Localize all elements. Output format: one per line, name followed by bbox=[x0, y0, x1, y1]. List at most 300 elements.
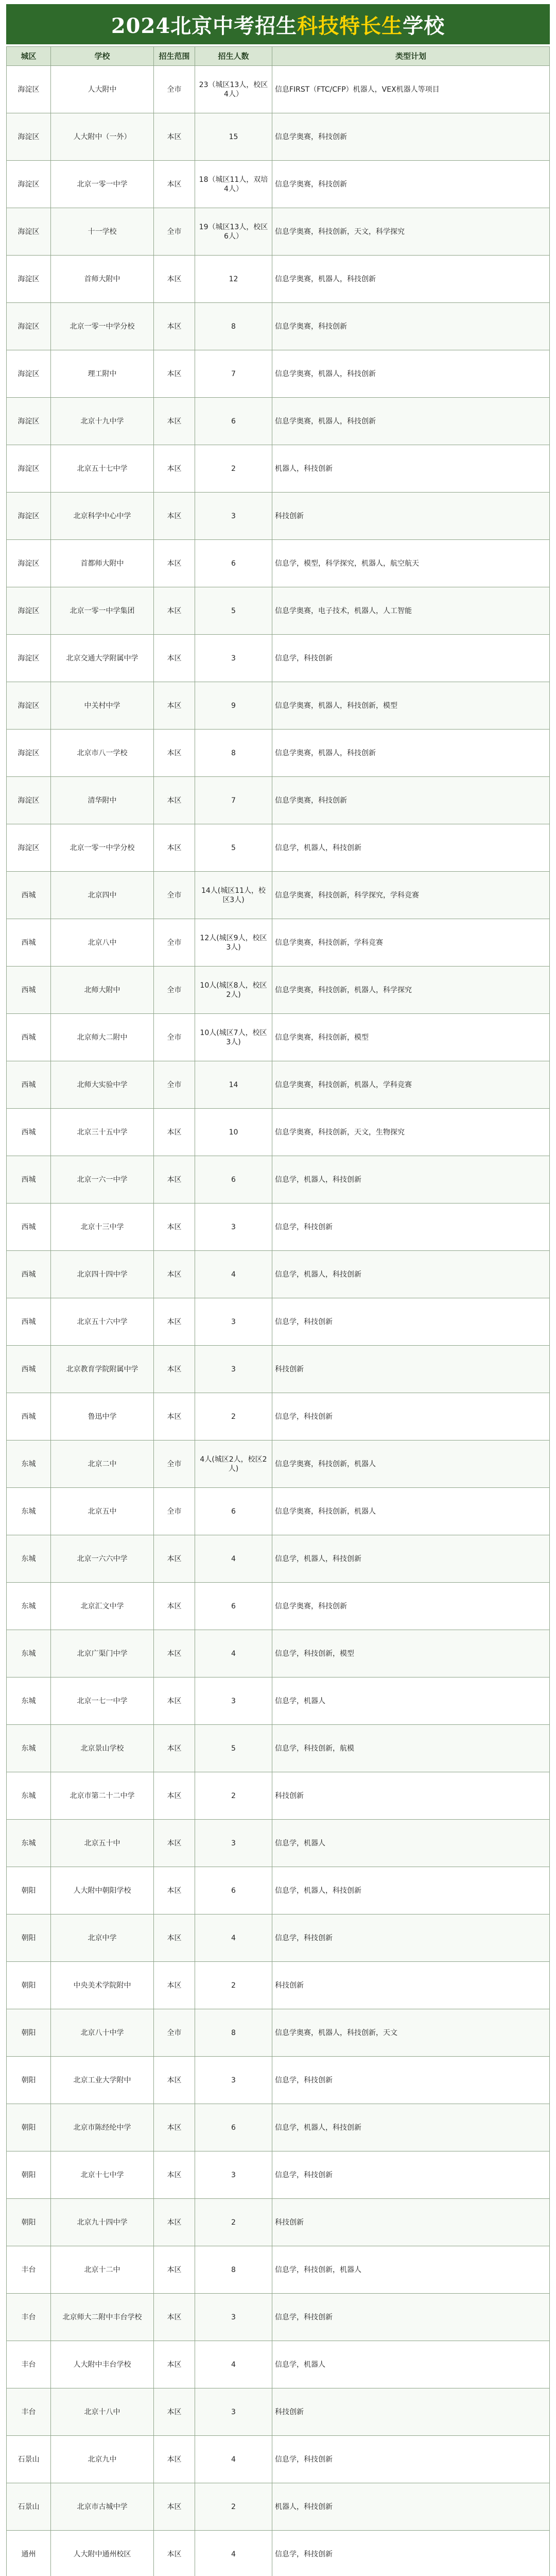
cell-district: 朝阳 bbox=[7, 2104, 51, 2151]
cell-quota: 3 bbox=[195, 2151, 272, 2199]
cell-plan: 信息学，科技创新 bbox=[272, 2294, 550, 2341]
cell-plan: 信息学奥赛，科技创新 bbox=[272, 777, 550, 824]
cell-district: 海淀区 bbox=[7, 208, 51, 256]
cell-quota: 3 bbox=[195, 2388, 272, 2436]
cell-plan: 科技创新 bbox=[272, 493, 550, 540]
cell-scope: 本区 bbox=[154, 1251, 195, 1298]
table-row bbox=[7, 1204, 550, 1251]
table-row bbox=[7, 1440, 550, 1488]
table-row bbox=[7, 1488, 550, 1535]
cell-district: 朝阳 bbox=[7, 2057, 51, 2104]
cell-school: 北京工业大学附中 bbox=[51, 2057, 154, 2104]
cell-school: 北京五中 bbox=[51, 1488, 154, 1535]
cell-scope: 本区 bbox=[154, 1346, 195, 1393]
table-header bbox=[7, 47, 550, 66]
cell-school: 北京市第二十二中学 bbox=[51, 1772, 154, 1820]
cell-school: 北京八中 bbox=[51, 919, 154, 967]
cell-district: 西城 bbox=[7, 1204, 51, 1251]
cell-district: 丰台 bbox=[7, 2246, 51, 2294]
table-row bbox=[7, 398, 550, 445]
cell-district: 西城 bbox=[7, 967, 51, 1014]
table-row bbox=[7, 66, 550, 113]
cell-district: 西城 bbox=[7, 1251, 51, 1298]
table-row bbox=[7, 1109, 550, 1156]
cell-school: 北京五十六中学 bbox=[51, 1298, 154, 1346]
cell-school: 人大附中（一外） bbox=[51, 113, 154, 161]
cell-quota: 8 bbox=[195, 730, 272, 777]
cell-school: 北京八十中学 bbox=[51, 2009, 154, 2057]
cell-school: 北京交通大学附属中学 bbox=[51, 635, 154, 682]
cell-scope: 本区 bbox=[154, 1109, 195, 1156]
cell-district: 海淀区 bbox=[7, 350, 51, 398]
cell-district: 海淀区 bbox=[7, 303, 51, 350]
cell-scope: 本区 bbox=[154, 777, 195, 824]
cell-school: 北京汇文中学 bbox=[51, 1583, 154, 1630]
cell-plan: 信息学奥赛，科技创新，学科竞赛 bbox=[272, 919, 550, 967]
cell-quota: 18（城区11人，双培4人） bbox=[195, 161, 272, 208]
cell-school: 北京一六一中学 bbox=[51, 1156, 154, 1204]
cell-district: 海淀区 bbox=[7, 445, 51, 493]
cell-school: 北京一六六中学 bbox=[51, 1535, 154, 1583]
table-row bbox=[7, 1867, 550, 1914]
cell-scope: 本区 bbox=[154, 730, 195, 777]
table-row bbox=[7, 1535, 550, 1583]
title-highlight: 科技特长生 bbox=[297, 13, 403, 38]
cell-quota: 12 bbox=[195, 256, 272, 303]
cell-district: 西城 bbox=[7, 919, 51, 967]
cell-quota: 14人(城区11人，校区3人) bbox=[195, 872, 272, 919]
cell-plan: 信息学奥赛，科技创新 bbox=[272, 161, 550, 208]
cell-district: 海淀区 bbox=[7, 777, 51, 824]
cell-district: 东城 bbox=[7, 1630, 51, 1677]
cell-school: 十一学校 bbox=[51, 208, 154, 256]
cell-scope: 本区 bbox=[154, 2057, 195, 2104]
cell-scope: 本区 bbox=[154, 2436, 195, 2483]
cell-school: 北京景山学校 bbox=[51, 1725, 154, 1772]
table-row bbox=[7, 872, 550, 919]
cell-district: 海淀区 bbox=[7, 66, 51, 113]
table-row bbox=[7, 1914, 550, 1962]
cell-scope: 全市 bbox=[154, 1061, 195, 1109]
cell-school: 北京一零一中学 bbox=[51, 161, 154, 208]
table-row bbox=[7, 730, 550, 777]
table-row bbox=[7, 1346, 550, 1393]
cell-quota: 6 bbox=[195, 540, 272, 587]
cell-scope: 全市 bbox=[154, 1014, 195, 1061]
cell-quota: 6 bbox=[195, 2104, 272, 2151]
cell-scope: 本区 bbox=[154, 2341, 195, 2388]
cell-district: 朝阳 bbox=[7, 2009, 51, 2057]
cell-plan: 科技创新 bbox=[272, 2199, 550, 2246]
cell-district: 西城 bbox=[7, 1061, 51, 1109]
table-row bbox=[7, 2436, 550, 2483]
cell-district: 朝阳 bbox=[7, 2151, 51, 2199]
cell-scope: 本区 bbox=[154, 1630, 195, 1677]
cell-quota: 4 bbox=[195, 1630, 272, 1677]
cell-district: 西城 bbox=[7, 1156, 51, 1204]
cell-school: 北京五十中 bbox=[51, 1820, 154, 1867]
cell-quota: 3 bbox=[195, 1820, 272, 1867]
cell-school: 北师大实验中学 bbox=[51, 1061, 154, 1109]
cell-scope: 本区 bbox=[154, 113, 195, 161]
cell-quota: 6 bbox=[195, 1156, 272, 1204]
cell-school: 鲁迅中学 bbox=[51, 1393, 154, 1440]
cell-quota: 14 bbox=[195, 1061, 272, 1109]
cell-quota: 4 bbox=[195, 2531, 272, 2576]
cell-district: 丰台 bbox=[7, 2341, 51, 2388]
cell-district: 通州 bbox=[7, 2531, 51, 2576]
cell-quota: 3 bbox=[195, 1346, 272, 1393]
header-district: 城区 bbox=[7, 47, 51, 66]
cell-scope: 本区 bbox=[154, 1867, 195, 1914]
cell-quota: 3 bbox=[195, 2294, 272, 2341]
cell-district: 东城 bbox=[7, 1772, 51, 1820]
cell-quota: 6 bbox=[195, 398, 272, 445]
admissions-table bbox=[6, 46, 550, 2576]
cell-plan: 信息学，科技创新，机器人 bbox=[272, 2246, 550, 2294]
table-row bbox=[7, 2483, 550, 2531]
cell-scope: 本区 bbox=[154, 2531, 195, 2576]
cell-quota: 10 bbox=[195, 1109, 272, 1156]
cell-quota: 2 bbox=[195, 2483, 272, 2531]
table-row bbox=[7, 445, 550, 493]
cell-school: 首师大附中 bbox=[51, 256, 154, 303]
cell-quota: 12人(城区9人，校区3人) bbox=[195, 919, 272, 967]
cell-district: 丰台 bbox=[7, 2388, 51, 2436]
cell-scope: 本区 bbox=[154, 1677, 195, 1725]
cell-scope: 本区 bbox=[154, 2294, 195, 2341]
cell-quota: 7 bbox=[195, 777, 272, 824]
cell-school: 北京科学中心中学 bbox=[51, 493, 154, 540]
cell-school: 人大附中通州校区 bbox=[51, 2531, 154, 2576]
title-prefix: 2024北京中考招生 bbox=[111, 13, 298, 38]
cell-plan: 信息学奥赛，科技创新，机器人，学科竞赛 bbox=[272, 1061, 550, 1109]
cell-quota: 3 bbox=[195, 1204, 272, 1251]
table-row bbox=[7, 493, 550, 540]
cell-scope: 本区 bbox=[154, 824, 195, 872]
cell-school: 理工附中 bbox=[51, 350, 154, 398]
cell-plan: 信息学，模型，科学探究，机器人，航空航天 bbox=[272, 540, 550, 587]
cell-scope: 本区 bbox=[154, 2483, 195, 2531]
cell-school: 北京市八一学校 bbox=[51, 730, 154, 777]
cell-quota: 8 bbox=[195, 2009, 272, 2057]
cell-scope: 本区 bbox=[154, 161, 195, 208]
cell-scope: 本区 bbox=[154, 2388, 195, 2436]
cell-school: 北京中学 bbox=[51, 1914, 154, 1962]
cell-district: 海淀区 bbox=[7, 824, 51, 872]
table-row bbox=[7, 256, 550, 303]
cell-district: 海淀区 bbox=[7, 682, 51, 730]
cell-district: 西城 bbox=[7, 1298, 51, 1346]
cell-plan: 信息学，机器人 bbox=[272, 2341, 550, 2388]
cell-district: 朝阳 bbox=[7, 1867, 51, 1914]
cell-district: 西城 bbox=[7, 1393, 51, 1440]
cell-plan: 信息学奥赛，机器人，科技创新 bbox=[272, 350, 550, 398]
cell-plan: 信息学奥赛，科技创新，模型 bbox=[272, 1014, 550, 1061]
cell-scope: 本区 bbox=[154, 1156, 195, 1204]
table-row bbox=[7, 2199, 550, 2246]
cell-quota: 15 bbox=[195, 113, 272, 161]
cell-plan: 信息学，科技创新 bbox=[272, 2057, 550, 2104]
cell-quota: 7 bbox=[195, 350, 272, 398]
table-body bbox=[7, 66, 550, 2576]
table-row bbox=[7, 2388, 550, 2436]
cell-scope: 本区 bbox=[154, 1393, 195, 1440]
cell-plan: 信息学奥赛，科技创新，天文，科学探究 bbox=[272, 208, 550, 256]
cell-quota: 4 bbox=[195, 1251, 272, 1298]
cell-quota: 10人(城区7人，校区3人) bbox=[195, 1014, 272, 1061]
cell-school: 北京一零一中学集团 bbox=[51, 587, 154, 635]
cell-school: 北京四十四中学 bbox=[51, 1251, 154, 1298]
cell-plan: 信息学，科技创新 bbox=[272, 1393, 550, 1440]
cell-school: 北师大附中 bbox=[51, 967, 154, 1014]
cell-quota: 10人(城区8人，校区2人) bbox=[195, 967, 272, 1014]
table-row bbox=[7, 1820, 550, 1867]
cell-plan: 信息学奥赛，机器人，科技创新 bbox=[272, 398, 550, 445]
table-row bbox=[7, 2104, 550, 2151]
cell-plan: 信息学，科技创新，模型 bbox=[272, 1630, 550, 1677]
cell-scope: 本区 bbox=[154, 1914, 195, 1962]
cell-scope: 全市 bbox=[154, 1488, 195, 1535]
cell-quota: 2 bbox=[195, 2199, 272, 2246]
cell-scope: 本区 bbox=[154, 256, 195, 303]
cell-plan: 信息学，机器人，科技创新 bbox=[272, 824, 550, 872]
cell-quota: 5 bbox=[195, 1725, 272, 1772]
cell-scope: 本区 bbox=[154, 2104, 195, 2151]
cell-school: 北京三十五中学 bbox=[51, 1109, 154, 1156]
cell-school: 北京九中 bbox=[51, 2436, 154, 2483]
cell-scope: 本区 bbox=[154, 1204, 195, 1251]
cell-school: 北京十九中学 bbox=[51, 398, 154, 445]
table-row bbox=[7, 2246, 550, 2294]
cell-quota: 6 bbox=[195, 1488, 272, 1535]
table-row bbox=[7, 1251, 550, 1298]
cell-plan: 信息学奥赛，机器人，科技创新，天文 bbox=[272, 2009, 550, 2057]
cell-plan: 信息学奥赛，科技创新，机器人，科学探究 bbox=[272, 967, 550, 1014]
cell-district: 东城 bbox=[7, 1583, 51, 1630]
cell-plan: 机器人，科技创新 bbox=[272, 2483, 550, 2531]
table-row bbox=[7, 635, 550, 682]
header-scope: 招生范围 bbox=[154, 47, 195, 66]
cell-plan: 信息学奥赛，科技创新 bbox=[272, 113, 550, 161]
table-row bbox=[7, 208, 550, 256]
cell-quota: 3 bbox=[195, 1677, 272, 1725]
cell-district: 朝阳 bbox=[7, 2199, 51, 2246]
table-row bbox=[7, 1014, 550, 1061]
cell-district: 海淀区 bbox=[7, 493, 51, 540]
table-row bbox=[7, 2009, 550, 2057]
table-row bbox=[7, 1298, 550, 1346]
cell-school: 北京师大二附中 bbox=[51, 1014, 154, 1061]
cell-scope: 本区 bbox=[154, 2199, 195, 2246]
cell-district: 海淀区 bbox=[7, 113, 51, 161]
cell-scope: 本区 bbox=[154, 635, 195, 682]
cell-scope: 全市 bbox=[154, 208, 195, 256]
cell-plan: 信息学，机器人，科技创新 bbox=[272, 1251, 550, 1298]
table-row bbox=[7, 2294, 550, 2341]
cell-scope: 本区 bbox=[154, 493, 195, 540]
cell-district: 海淀区 bbox=[7, 587, 51, 635]
cell-school: 北京十二中 bbox=[51, 2246, 154, 2294]
cell-scope: 本区 bbox=[154, 1583, 195, 1630]
cell-quota: 5 bbox=[195, 824, 272, 872]
cell-scope: 本区 bbox=[154, 682, 195, 730]
cell-district: 西城 bbox=[7, 1346, 51, 1393]
cell-school: 北京五十七中学 bbox=[51, 445, 154, 493]
cell-quota: 3 bbox=[195, 1298, 272, 1346]
table-row bbox=[7, 967, 550, 1014]
cell-scope: 本区 bbox=[154, 587, 195, 635]
cell-quota: 4 bbox=[195, 2436, 272, 2483]
cell-district: 西城 bbox=[7, 1109, 51, 1156]
cell-district: 海淀区 bbox=[7, 540, 51, 587]
table-row bbox=[7, 2151, 550, 2199]
table-row bbox=[7, 2341, 550, 2388]
cell-quota: 9 bbox=[195, 682, 272, 730]
table-row bbox=[7, 587, 550, 635]
table-row bbox=[7, 919, 550, 967]
table-row bbox=[7, 1156, 550, 1204]
cell-quota: 2 bbox=[195, 445, 272, 493]
cell-school: 北京十八中 bbox=[51, 2388, 154, 2436]
cell-plan: 信息学，机器人，科技创新 bbox=[272, 2104, 550, 2151]
table-row bbox=[7, 1725, 550, 1772]
header-quota: 招生人数 bbox=[195, 47, 272, 66]
cell-quota: 4 bbox=[195, 1914, 272, 1962]
cell-plan: 信息学，科技创新 bbox=[272, 1914, 550, 1962]
cell-quota: 8 bbox=[195, 2246, 272, 2294]
cell-plan: 信息学，机器人，科技创新 bbox=[272, 1535, 550, 1583]
cell-plan: 信息学，机器人 bbox=[272, 1820, 550, 1867]
cell-district: 石景山 bbox=[7, 2436, 51, 2483]
cell-school: 中央美术学院附中 bbox=[51, 1962, 154, 2009]
cell-plan: 信息学，科技创新，航模 bbox=[272, 1725, 550, 1772]
table-row bbox=[7, 2057, 550, 2104]
table-row bbox=[7, 682, 550, 730]
cell-plan: 信息学奥赛，机器人，科技创新，模型 bbox=[272, 682, 550, 730]
table-row bbox=[7, 113, 550, 161]
cell-plan: 信息学奥赛，机器人，科技创新 bbox=[272, 730, 550, 777]
cell-plan: 信息学，科技创新 bbox=[272, 635, 550, 682]
cell-plan: 信息学，科技创新 bbox=[272, 2436, 550, 2483]
cell-school: 北京十三中学 bbox=[51, 1204, 154, 1251]
cell-quota: 8 bbox=[195, 303, 272, 350]
table-row bbox=[7, 350, 550, 398]
cell-scope: 本区 bbox=[154, 445, 195, 493]
cell-plan: 信息学，科技创新 bbox=[272, 1204, 550, 1251]
cell-school: 北京一零一中学分校 bbox=[51, 824, 154, 872]
cell-plan: 信息学奥赛，机器人，科技创新 bbox=[272, 256, 550, 303]
cell-quota: 2 bbox=[195, 1962, 272, 2009]
cell-school: 清华附中 bbox=[51, 777, 154, 824]
table-row bbox=[7, 540, 550, 587]
cell-plan: 信息学奥赛，科技创新，科学探究，学科竞赛 bbox=[272, 872, 550, 919]
cell-district: 东城 bbox=[7, 1677, 51, 1725]
table-row bbox=[7, 1583, 550, 1630]
cell-school: 北京九十四中学 bbox=[51, 2199, 154, 2246]
page-title bbox=[6, 4, 550, 44]
cell-plan: 科技创新 bbox=[272, 2388, 550, 2436]
cell-plan: 机器人，科技创新 bbox=[272, 445, 550, 493]
cell-scope: 本区 bbox=[154, 1962, 195, 2009]
cell-school: 北京十七中学 bbox=[51, 2151, 154, 2199]
cell-plan: 信息学奥赛，科技创新，机器人 bbox=[272, 1440, 550, 1488]
cell-school: 北京市陈经纶中学 bbox=[51, 2104, 154, 2151]
cell-district: 朝阳 bbox=[7, 1962, 51, 2009]
cell-scope: 本区 bbox=[154, 1535, 195, 1583]
cell-quota: 3 bbox=[195, 635, 272, 682]
cell-district: 丰台 bbox=[7, 2294, 51, 2341]
cell-plan: 信息学，机器人 bbox=[272, 1677, 550, 1725]
table-row bbox=[7, 2531, 550, 2576]
cell-quota: 2 bbox=[195, 1772, 272, 1820]
cell-school: 人大附中丰台学校 bbox=[51, 2341, 154, 2388]
cell-plan: 信息学奥赛，科技创新 bbox=[272, 303, 550, 350]
cell-scope: 本区 bbox=[154, 303, 195, 350]
cell-school: 人大附中 bbox=[51, 66, 154, 113]
header-plan: 类型计划 bbox=[272, 47, 550, 66]
cell-school: 北京四中 bbox=[51, 872, 154, 919]
cell-plan: 信息学，机器人，科技创新 bbox=[272, 1867, 550, 1914]
table-row bbox=[7, 1061, 550, 1109]
cell-scope: 本区 bbox=[154, 1725, 195, 1772]
cell-district: 西城 bbox=[7, 1014, 51, 1061]
cell-scope: 全市 bbox=[154, 66, 195, 113]
cell-school: 北京一七一中学 bbox=[51, 1677, 154, 1725]
cell-plan: 信息学奥赛，电子技术，机器人，人工智能 bbox=[272, 587, 550, 635]
cell-quota: 19（城区13人，校区6人） bbox=[195, 208, 272, 256]
cell-scope: 本区 bbox=[154, 1820, 195, 1867]
cell-district: 东城 bbox=[7, 1820, 51, 1867]
cell-district: 东城 bbox=[7, 1440, 51, 1488]
cell-quota: 3 bbox=[195, 493, 272, 540]
cell-school: 北京二中 bbox=[51, 1440, 154, 1488]
cell-school: 中关村中学 bbox=[51, 682, 154, 730]
cell-plan: 信息FIRST（FTC/CFP）机器人，VEX机器人等项目 bbox=[272, 66, 550, 113]
table-row bbox=[7, 1677, 550, 1725]
table-row bbox=[7, 777, 550, 824]
cell-plan: 信息学奥赛，科技创新 bbox=[272, 1583, 550, 1630]
cell-quota: 3 bbox=[195, 2057, 272, 2104]
cell-district: 海淀区 bbox=[7, 256, 51, 303]
cell-district: 东城 bbox=[7, 1725, 51, 1772]
table-row bbox=[7, 1393, 550, 1440]
cell-plan: 科技创新 bbox=[272, 1346, 550, 1393]
cell-district: 海淀区 bbox=[7, 730, 51, 777]
cell-quota: 4 bbox=[195, 1535, 272, 1583]
cell-plan: 信息学，科技创新 bbox=[272, 2531, 550, 2576]
cell-quota: 23（城区13人，校区4人） bbox=[195, 66, 272, 113]
table-row bbox=[7, 824, 550, 872]
header-school: 学校 bbox=[51, 47, 154, 66]
title-suffix: 学校 bbox=[403, 13, 445, 38]
cell-scope: 本区 bbox=[154, 2246, 195, 2294]
cell-scope: 全市 bbox=[154, 919, 195, 967]
cell-scope: 全市 bbox=[154, 872, 195, 919]
cell-district: 海淀区 bbox=[7, 161, 51, 208]
cell-scope: 本区 bbox=[154, 1772, 195, 1820]
cell-scope: 全市 bbox=[154, 2009, 195, 2057]
cell-scope: 本区 bbox=[154, 350, 195, 398]
cell-plan: 信息学奥赛，科技创新，天文，生物探究 bbox=[272, 1109, 550, 1156]
table-row bbox=[7, 1962, 550, 2009]
cell-scope: 全市 bbox=[154, 967, 195, 1014]
cell-district: 朝阳 bbox=[7, 1914, 51, 1962]
cell-quota: 6 bbox=[195, 1867, 272, 1914]
cell-plan: 信息学奥赛，科技创新，机器人 bbox=[272, 1488, 550, 1535]
cell-plan: 信息学，机器人，科技创新 bbox=[272, 1156, 550, 1204]
cell-quota: 4人(城区2人，校区2人) bbox=[195, 1440, 272, 1488]
